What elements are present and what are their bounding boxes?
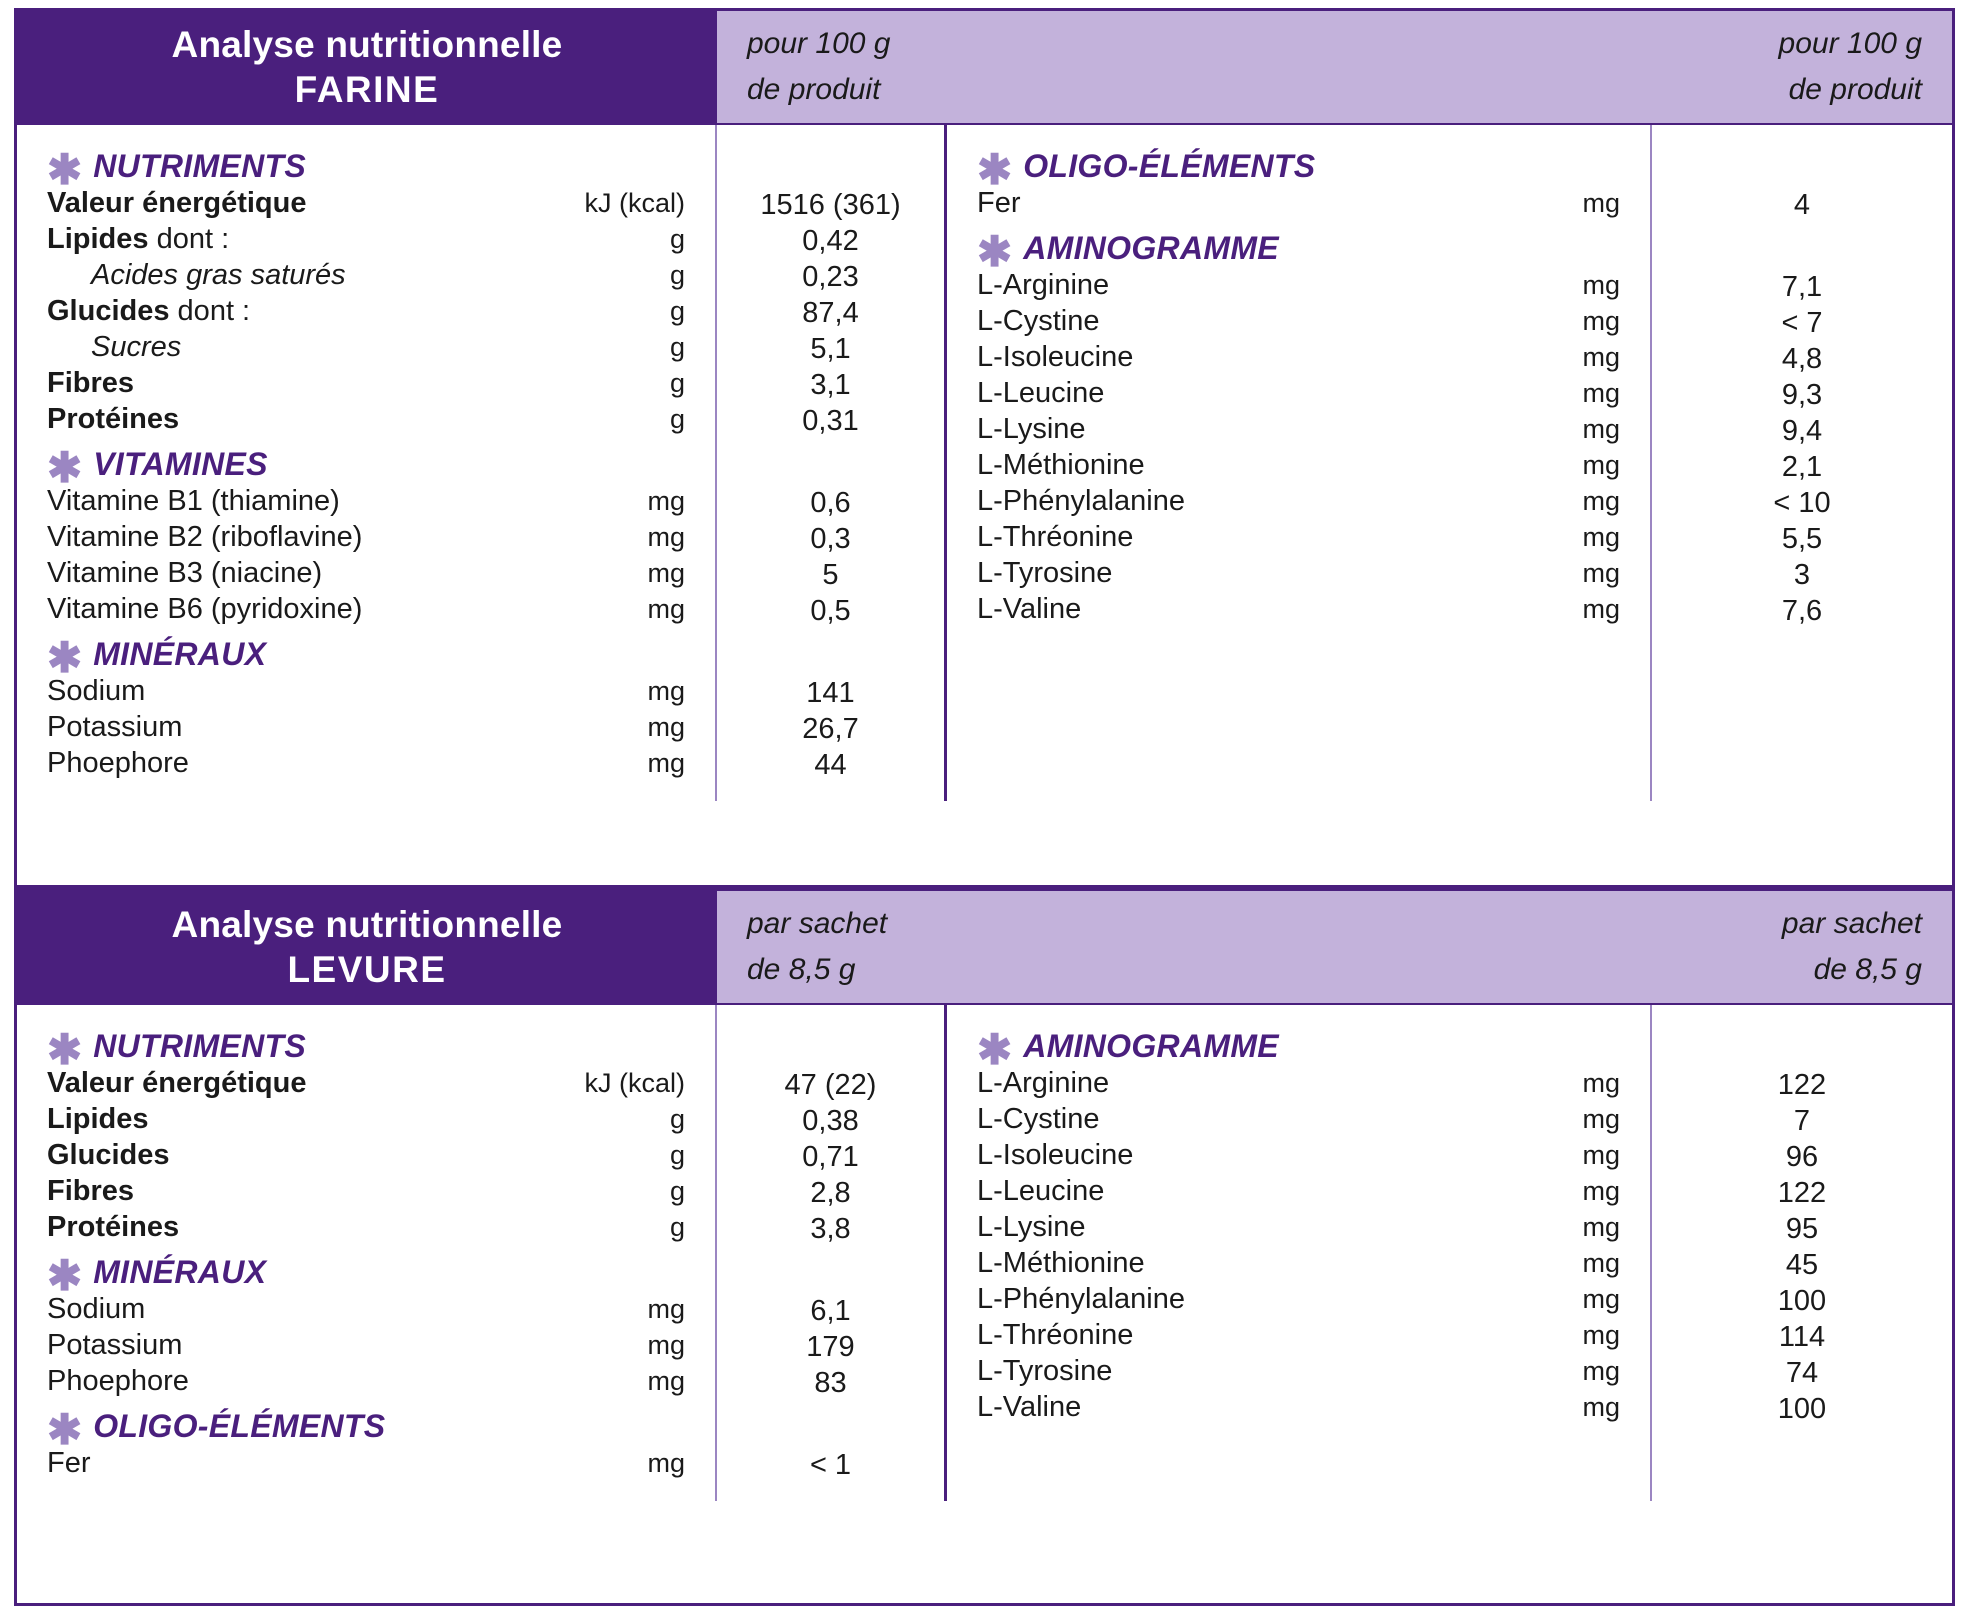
table-row — [17, 557, 715, 593]
table-row — [17, 1139, 715, 1175]
section-title: OLIGO-ÉLÉMENTS — [1023, 147, 1316, 184]
table-row — [947, 341, 1650, 377]
row-value: 44 — [814, 749, 847, 781]
row-label: Protéines — [47, 403, 180, 435]
row-value: 5,5 — [1781, 523, 1823, 555]
banner-title-farine — [17, 11, 717, 123]
banner-units-right-levure — [1652, 891, 1952, 1003]
table-row — [947, 1067, 1650, 1103]
table-row — [17, 403, 715, 439]
section-title: AMINOGRAMME — [1023, 229, 1279, 266]
banner-units-right-line2: de produit — [1788, 73, 1922, 106]
row-unit: mg — [1582, 414, 1620, 444]
row-value: 100 — [1777, 1393, 1827, 1425]
row-label: Valeur énergétique — [47, 1067, 307, 1099]
row-unit: mg — [647, 558, 685, 588]
row-unit: mg — [1582, 1212, 1620, 1242]
row-label: Valeur énergétique — [47, 187, 307, 219]
row-value: 9,3 — [1781, 379, 1823, 411]
row-unit: mg — [647, 1294, 685, 1324]
row-unit: mg — [1582, 558, 1620, 588]
row-unit: g — [669, 1104, 685, 1134]
row-value: 0,23 — [802, 261, 859, 293]
column-values-farine-left — [717, 125, 947, 801]
banner-units-spacer-levure — [972, 891, 1652, 1003]
row-unit: mg — [1582, 1392, 1620, 1422]
banner-units-right-line1: par sachet — [1781, 906, 1922, 940]
row-unit: mg — [1582, 1356, 1620, 1386]
row-unit: mg — [1582, 342, 1620, 372]
row-value: 6,1 — [810, 1295, 851, 1327]
table-row — [947, 1211, 1650, 1247]
row-label: Phoephore — [47, 747, 189, 779]
section-title: NUTRIMENTS — [93, 147, 306, 184]
column-labels-farine-left — [17, 125, 717, 801]
row-label: Glucides — [47, 1139, 170, 1171]
row-label: Fer — [977, 187, 1021, 219]
table-row — [947, 377, 1650, 413]
section-title: NUTRIMENTS — [93, 1027, 306, 1064]
table-row — [947, 1139, 1650, 1175]
column-values-farine-right — [1652, 125, 1952, 801]
table-row — [17, 747, 715, 783]
row-value: 47 (22) — [784, 1069, 877, 1101]
table-row — [947, 1247, 1650, 1283]
table-row — [17, 331, 715, 367]
row-label: Fibres — [47, 367, 135, 399]
row-unit: g — [669, 1176, 685, 1206]
value-spacer — [1652, 223, 1952, 269]
column-labels-farine-right — [947, 125, 1652, 801]
table-row — [947, 269, 1650, 305]
value-spacer — [1652, 1021, 1952, 1067]
row-label: L-Lysine — [977, 413, 1086, 445]
row-value: 0,71 — [802, 1141, 859, 1173]
table-row — [947, 449, 1650, 485]
row-label: Lipides — [47, 1103, 149, 1135]
table-row — [947, 1175, 1650, 1211]
banner-title-line2: LEVURE — [287, 949, 447, 990]
banner-units-right-line2: de 8,5 g — [1813, 953, 1922, 986]
analysis-block-farine — [14, 8, 1955, 888]
row-label: L-Phénylalanine — [977, 485, 1185, 517]
banner-units-left-line1: pour 100 g — [747, 26, 891, 60]
banner-title-levure — [17, 891, 717, 1003]
value-spacer — [717, 439, 944, 485]
section-heading: ✱ MINÉRAUX — [47, 634, 267, 681]
analysis-block-levure — [14, 888, 1955, 1606]
table-row — [947, 187, 1650, 223]
row-label: Phoephore — [47, 1365, 189, 1397]
table-row — [17, 711, 715, 747]
row-value: 122 — [1777, 1069, 1827, 1101]
table-row — [17, 1211, 715, 1247]
table-row — [17, 1293, 715, 1329]
row-unit: kJ (kcal) — [584, 188, 685, 218]
row-unit: mg — [1582, 450, 1620, 480]
row-value: 45 — [1785, 1249, 1819, 1281]
banner-units-levure — [717, 891, 1952, 1003]
row-label: Potassium — [47, 1329, 183, 1361]
row-label: L-Arginine — [977, 269, 1110, 301]
column-values-levure-left — [717, 1005, 947, 1501]
row-value: 0,38 — [802, 1105, 859, 1137]
row-label: L-Isoleucine — [977, 341, 1134, 373]
banner-units-farine — [717, 11, 1952, 123]
banner-title-line1: Analyse nutritionnelle — [171, 903, 563, 945]
banner-units-spacer-farine — [972, 11, 1652, 123]
row-value: 2,1 — [1781, 451, 1823, 483]
row-unit: mg — [1582, 1104, 1620, 1134]
section-heading: ✱ NUTRIMENTS — [47, 1026, 306, 1073]
row-unit: mg — [647, 676, 685, 706]
table-row — [17, 259, 715, 295]
table-row — [17, 485, 715, 521]
row-value: 4,8 — [1781, 343, 1823, 375]
value-spacer — [717, 1401, 944, 1447]
row-value: 0,31 — [802, 405, 859, 437]
row-value: 7 — [1793, 1105, 1811, 1137]
row-unit: mg — [647, 1330, 685, 1360]
table-row — [17, 295, 715, 331]
row-value: 95 — [1785, 1213, 1819, 1245]
section-heading: ✱ NUTRIMENTS — [47, 146, 306, 193]
row-value: 3,1 — [810, 369, 851, 401]
section-title: AMINOGRAMME — [1023, 1027, 1279, 1064]
table-row — [17, 593, 715, 629]
row-label: Vitamine B3 (niacine) — [47, 557, 323, 589]
row-label: Vitamine B6 (pyridoxine) — [47, 593, 363, 625]
row-unit: g — [669, 224, 685, 254]
row-value: 3 — [1793, 559, 1811, 591]
row-value: < 1 — [809, 1449, 852, 1481]
row-label: L-Tyrosine — [977, 1355, 1113, 1387]
section-title: MINÉRAUX — [93, 1253, 267, 1290]
banner-farine — [17, 11, 1952, 123]
section-heading: ✱ AMINOGRAMME — [977, 228, 1279, 275]
banner-units-left-line2: de 8,5 g — [747, 953, 856, 986]
row-label: L-Phénylalanine — [977, 1283, 1185, 1315]
row-unit: g — [669, 404, 685, 434]
table-row — [17, 675, 715, 711]
table-row — [17, 223, 715, 259]
row-label: Vitamine B2 (riboflavine) — [47, 521, 363, 553]
body-farine — [17, 123, 1952, 801]
row-label: L-Lysine — [977, 1211, 1086, 1243]
row-value: 1516 (361) — [760, 189, 901, 221]
row-value: 26,7 — [802, 713, 859, 745]
row-value: 96 — [1785, 1141, 1819, 1173]
table-row — [947, 1319, 1650, 1355]
row-value: < 10 — [1773, 487, 1831, 519]
row-value: 0,6 — [810, 487, 851, 519]
section-title: VITAMINES — [93, 445, 268, 482]
row-label: L-Arginine — [977, 1067, 1110, 1099]
row-label: Sodium — [47, 675, 146, 707]
row-value: < 7 — [1781, 307, 1823, 339]
row-unit: mg — [1582, 1284, 1620, 1314]
row-unit: mg — [647, 1448, 685, 1478]
row-unit: mg — [1582, 1248, 1620, 1278]
table-row — [17, 1329, 715, 1365]
row-label: Sucres — [91, 331, 182, 363]
section-heading: ✱ OLIGO-ÉLÉMENTS — [977, 146, 1316, 193]
row-value: 83 — [814, 1367, 847, 1399]
row-unit: mg — [1582, 1176, 1620, 1206]
banner-units-left-farine — [717, 11, 972, 123]
banner-units-left-line2: de produit — [747, 73, 881, 106]
section-heading: ✱ OLIGO-ÉLÉMENTS — [47, 1406, 386, 1453]
row-value: 100 — [1777, 1285, 1827, 1317]
table-row — [17, 1103, 715, 1139]
banner-units-right-line1: pour 100 g — [1778, 26, 1922, 60]
table-row — [947, 1283, 1650, 1319]
banner-title-line2: FARINE — [294, 69, 440, 110]
table-row — [947, 1391, 1650, 1427]
row-unit: mg — [647, 748, 685, 778]
row-value: 0,42 — [802, 225, 859, 257]
value-spacer — [1652, 141, 1952, 187]
row-label: L-Valine — [977, 1391, 1082, 1423]
column-labels-levure-right — [947, 1005, 1652, 1501]
row-unit: g — [669, 260, 685, 290]
row-value: 74 — [1785, 1357, 1819, 1389]
row-unit: mg — [1582, 378, 1620, 408]
row-value: 9,4 — [1781, 415, 1823, 447]
row-label: L-Cystine — [977, 1103, 1100, 1135]
row-unit: mg — [1582, 1140, 1620, 1170]
row-label: Lipides dont : — [47, 223, 230, 255]
value-spacer — [717, 629, 944, 675]
section-heading: ✱ VITAMINES — [47, 444, 268, 491]
row-unit: mg — [1582, 306, 1620, 336]
row-value: 114 — [1778, 1321, 1826, 1353]
row-label: L-Tyrosine — [977, 557, 1113, 589]
row-unit: mg — [1582, 188, 1620, 218]
row-value: 4 — [1793, 189, 1811, 221]
section-title: OLIGO-ÉLÉMENTS — [93, 1407, 386, 1444]
banner-units-left-levure — [717, 891, 972, 1003]
row-unit: mg — [647, 594, 685, 624]
column-values-levure-right — [1652, 1005, 1952, 1501]
row-label: Acides gras saturés — [91, 259, 346, 291]
value-spacer — [717, 1021, 944, 1067]
table-row — [17, 1365, 715, 1401]
row-label: L-Leucine — [977, 377, 1105, 409]
table-row — [947, 305, 1650, 341]
table-row — [17, 367, 715, 403]
table-row — [947, 485, 1650, 521]
row-unit: g — [669, 1140, 685, 1170]
row-unit: mg — [647, 486, 685, 516]
row-unit: g — [669, 368, 685, 398]
row-unit: mg — [1582, 1068, 1620, 1098]
row-label: L-Méthionine — [977, 449, 1145, 481]
table-row — [17, 521, 715, 557]
section-heading: ✱ MINÉRAUX — [47, 1252, 267, 1299]
row-label: Sodium — [47, 1293, 146, 1325]
banner-levure — [17, 891, 1952, 1003]
row-value: 179 — [806, 1331, 855, 1363]
table-row — [947, 593, 1650, 629]
row-unit: kJ (kcal) — [584, 1068, 685, 1098]
row-value: 0,3 — [810, 523, 851, 555]
row-unit: g — [669, 332, 685, 362]
row-label: L-Cystine — [977, 305, 1100, 337]
row-unit: mg — [1582, 270, 1620, 300]
row-value: 3,8 — [810, 1213, 851, 1245]
row-unit: mg — [647, 522, 685, 552]
row-unit: mg — [1582, 486, 1620, 516]
table-row — [17, 187, 715, 223]
row-label: L-Thréonine — [977, 1319, 1134, 1351]
row-unit: mg — [1582, 1320, 1620, 1350]
value-spacer — [717, 141, 944, 187]
row-label: Glucides dont : — [47, 295, 251, 327]
table-row — [947, 1103, 1650, 1139]
row-unit: mg — [647, 712, 685, 742]
banner-units-left-line1: par sachet — [747, 906, 888, 940]
banner-title-line1: Analyse nutritionnelle — [171, 23, 563, 65]
row-value: 2,8 — [810, 1177, 851, 1209]
row-value: 87,4 — [802, 297, 859, 329]
table-row — [947, 413, 1650, 449]
banner-units-right-farine — [1652, 11, 1952, 123]
value-spacer — [717, 1247, 944, 1293]
row-value: 122 — [1777, 1177, 1827, 1209]
row-label: Potassium — [47, 711, 183, 743]
row-label: Vitamine B1 (thiamine) — [47, 485, 340, 517]
row-value: 7,6 — [1781, 595, 1823, 627]
row-unit: g — [669, 1212, 685, 1242]
row-label: Fibres — [47, 1175, 135, 1207]
body-levure — [17, 1003, 1952, 1501]
section-heading: ✱ AMINOGRAMME — [977, 1026, 1279, 1073]
row-label: L-Valine — [977, 593, 1082, 625]
row-value: 7,1 — [1781, 271, 1823, 303]
row-unit: mg — [1582, 522, 1620, 552]
section-title: MINÉRAUX — [93, 635, 267, 672]
row-value: 5 — [822, 559, 839, 591]
row-label: Protéines — [47, 1211, 180, 1243]
row-label: L-Leucine — [977, 1175, 1105, 1207]
row-label: L-Méthionine — [977, 1247, 1145, 1279]
table-row — [947, 557, 1650, 593]
row-unit: g — [669, 296, 685, 326]
row-value: 5,1 — [810, 333, 851, 365]
table-row — [17, 1447, 715, 1483]
row-label: L-Isoleucine — [977, 1139, 1134, 1171]
table-row — [17, 1175, 715, 1211]
row-value: 141 — [806, 677, 855, 709]
column-labels-levure-left — [17, 1005, 717, 1501]
row-unit: mg — [647, 1366, 685, 1396]
table-row — [947, 521, 1650, 557]
row-label: L-Thréonine — [977, 521, 1134, 553]
row-value: 0,5 — [810, 595, 851, 627]
row-unit: mg — [1582, 594, 1620, 624]
table-row — [17, 1067, 715, 1103]
row-label: Fer — [47, 1447, 91, 1479]
table-row — [947, 1355, 1650, 1391]
